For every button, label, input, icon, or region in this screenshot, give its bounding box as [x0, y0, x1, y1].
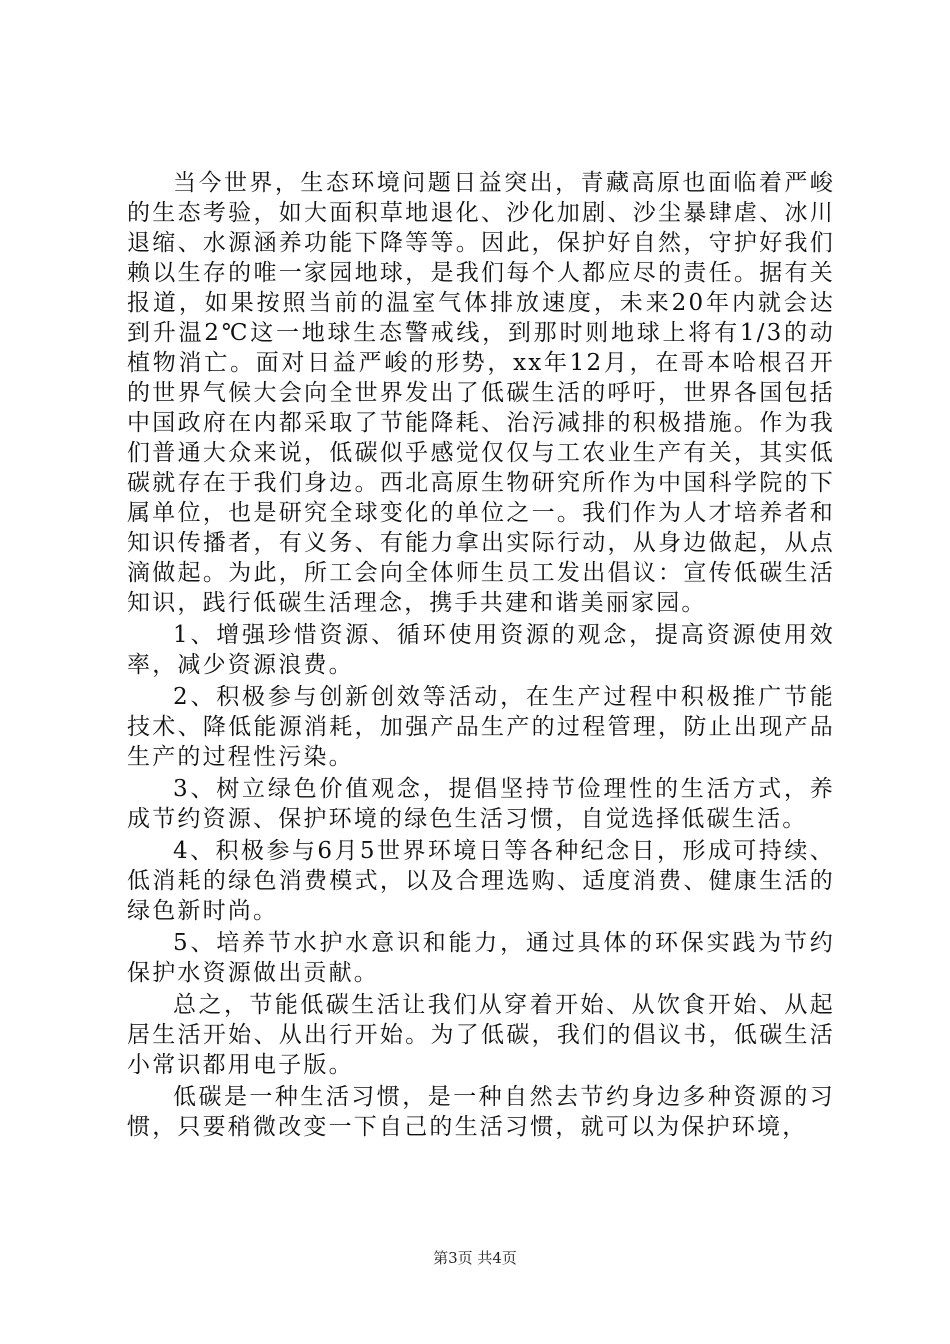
paragraph-intro: 当今世界，生态环境问题日益突出，青藏高原也面临着严峻的生态考验，如大面积草地退化、沙化加剧、沙尘暴肆虐、冰川退缩、水源涵养功能下降等等。因此，保护好自然，守护好我们赖以生存的唯一家园地球，是我们每个人都应尽的责任。据有关报道，如果按照当前的温室气体排放速度，未来20年内就会达到升温2℃这一地球生态警戒线，到那时则地球上将有1/3的动植物消亡。面对日益严峻的形势，xx年12月，在哥本哈根召开的世界气候大会向全世界发出了低碳生活的呼吁，世界各国包括中国政府在内都采取了节能降耗、治污减排的积极措施。作为我们普通大众来说，低碳似乎感觉仅仅与工农业生产有关，其实低碳就存在于我们身边。西北高原生物研究所作为中国科学院的下属单位，也是研究全球变化的单位之一。我们作为人才培养者和知识传播者，有义务、有能力拿出实际行动，从身边做起，从点滴做起。为此，所工会向全体师生员工发出倡议：宣传低碳生活知识，践行低碳生活理念，携手共建和谐美丽家园。 — [127, 170, 835, 616]
paragraph-item-2: 2、积极参与创新创效等活动，在生产过程中积极推广节能技术、降低能源消耗，加强产品生产的过程管理，防止出现产品生产的过程性污染。 — [127, 684, 835, 770]
document-body — [127, 168, 835, 1142]
paragraph-item-4: 4、积极参与6月5世界环境日等各种纪念日，形成可持续、低消耗的绿色消费模式，以及合理选购、适度消费、健康生活的绿色新时尚。 — [127, 838, 835, 924]
paragraph-item-3: 3、树立绿色价值观念，提倡坚持节俭理性的生活方式，养成节约资源、保护环境的绿色生活习惯，自觉选择低碳生活。 — [127, 776, 835, 832]
paragraph-closing: 低碳是一种生活习惯，是一种自然去节约身边多种资源的习惯，只要稍微改变一下自己的生活习惯，就可以为保护环境， — [127, 1084, 835, 1140]
paragraph-item-1: 1、增强珍惜资源、循环使用资源的观念，提高资源使用效率，减少资源浪费。 — [127, 622, 835, 678]
paragraph-summary: 总之，节能低碳生活让我们从穿着开始、从饮食开始、从起居生活开始、从出行开始。为了低碳，我们的倡议书，低碳生活小常识都用电子版。 — [127, 992, 835, 1078]
page-footer: 第3页 共4页 — [433, 1249, 517, 1267]
paragraph-item-5: 5、培养节水护水意识和能力，通过具体的环保实践为节约保护水资源做出贡献。 — [127, 930, 835, 986]
